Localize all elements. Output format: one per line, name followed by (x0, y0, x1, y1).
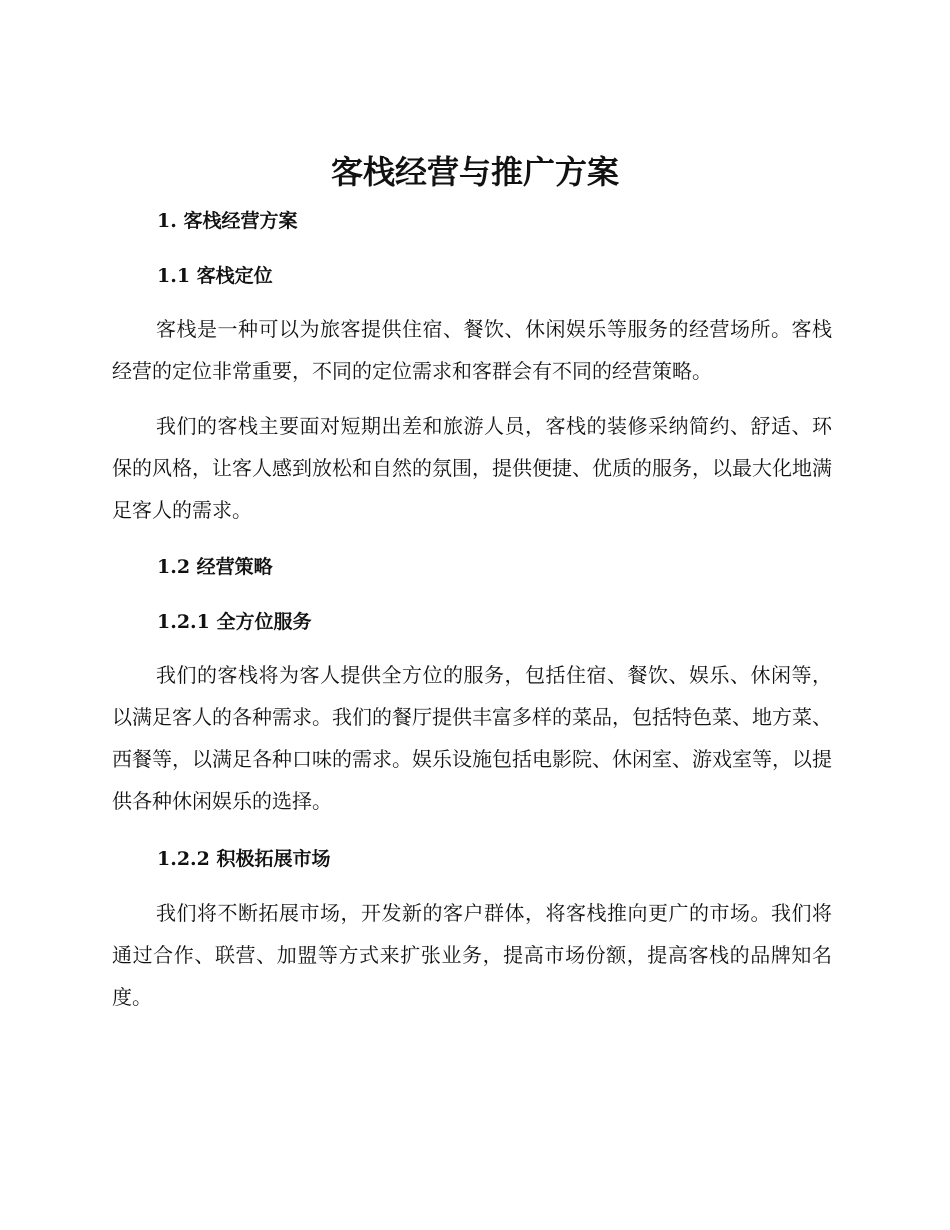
document-title: 客栈经营与推广方案 (330, 153, 619, 191)
section-heading-1-2-1: 1.2.1 全方位服务 (157, 611, 312, 633)
paragraph-target-guests: 我们的客栈主要面对短期出差和旅游人员，客栈的装修采纳简约、舒适、环保的风格，让客人感到放松和自然的氛围，提供便捷、优质的服务，以最大化地满足客人的需求。 (112, 414, 832, 522)
section-heading-1: 1. 客栈经营方案 (157, 210, 298, 232)
paragraph-positioning-intro: 客栈是一种可以为旅客提供住宿、餐饮、休闲娱乐等服务的经营场所。客栈经营的定位非常重要，不同的定位需求和客群会有不同的经营策略。 (112, 317, 832, 383)
section-heading-1-2-2: 1.2.2 积极拓展市场 (157, 848, 331, 870)
paragraph-full-service: 我们的客栈将为客人提供全方位的服务，包括住宿、餐饮、娱乐、休闲等，以满足客人的各种需求。我们的餐厅提供丰富多样的菜品，包括特色菜、地方菜、西餐等，以满足各种口味的需求。娱乐设施包括电影院、休闲室、游戏室等，以提供各种休闲娱乐的选择。 (112, 663, 832, 813)
section-heading-1-2: 1.2 经营策略 (157, 556, 273, 578)
paragraph-market-expansion: 我们将不断拓展市场，开发新的客户群体，将客栈推向更广的市场。我们将通过合作、联营、加盟等方式来扩张业务，提高市场份额，提高客栈的品牌知名度。 (112, 901, 832, 1009)
section-heading-1-1: 1.1 客栈定位 (157, 265, 273, 287)
